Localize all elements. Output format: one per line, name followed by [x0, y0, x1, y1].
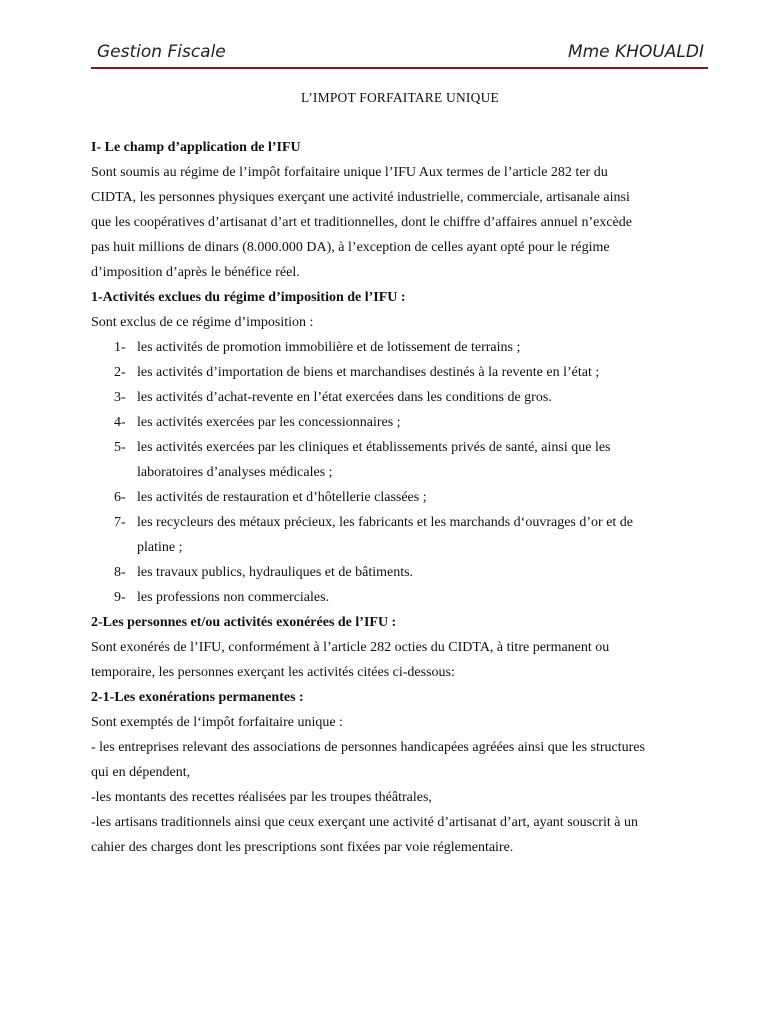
list-item-text: les recycleurs des métaux précieux, les fabricants et les marchands d‘ouvrages d’or et de: [137, 515, 634, 530]
paragraph-line: temporaire, les personnes exerçant les activités citées ci-dessous:: [91, 665, 455, 680]
list-item-continuation: laboratoires d’analyses médicales ;: [137, 465, 333, 480]
paragraph-line: Sont soumis au régime de l’impôt forfaitaire unique l’IFU Aux termes de l’article 282 ter du: [91, 165, 608, 180]
document-title: L’IMPOT FORFAITARE UNIQUE: [301, 90, 499, 105]
section-2-heading: 2-Les personnes et/ou activités exonérées de l’IFU :: [91, 615, 397, 630]
section-2-1-heading: 2-1-Les exonérations permanentes :: [91, 690, 304, 705]
list-item: [91, 335, 711, 360]
list-item: [91, 410, 711, 435]
paragraph-line: -les artisans traditionnels ainsi que ceux exerçant une activité d’artisanat d’art, ayant souscrit à un: [91, 815, 638, 830]
list-item-number: 7-: [114, 515, 126, 530]
section-1-1-intro: Sont exclus de ce régime d’imposition :: [91, 315, 314, 330]
excluded-activities-list: [91, 335, 711, 610]
header-author: Mme KHOUALDI: [567, 42, 704, 62]
permanent-exemptions-list: [91, 735, 711, 860]
list-item-text: les activités exercées par les concessionnaires ;: [137, 415, 401, 430]
list-item-text: les activités d’importation de biens et marchandises destinés à la revente en l’état ;: [137, 365, 600, 380]
list-item-number: 5-: [114, 440, 126, 455]
list-item-number: 3-: [114, 390, 126, 405]
list-item-number: 6-: [114, 490, 126, 505]
paragraph-line: cahier des charges dont les prescriptions sont fixées par voie réglementaire.: [91, 840, 514, 855]
list-item-text: les travaux publics, hydrauliques et de bâtiments.: [137, 565, 414, 580]
section-1-heading: I- Le champ d’application de l’IFU: [91, 140, 301, 155]
section-1-1-heading: 1-Activités exclues du régime d’imposition de l’IFU :: [91, 290, 406, 305]
paragraph-line: CIDTA, les personnes physiques exerçant une activité industrielle, commerciale, artisanale ainsi: [91, 190, 630, 205]
list-item: [91, 510, 711, 535]
page-header: [91, 42, 708, 68]
document-body: [91, 135, 711, 860]
paragraph-line: Sont exonérés de l’IFU, conformément à l’article 282 octies du CIDTA, à titre permanent ou: [91, 640, 610, 655]
list-item-number: 4-: [114, 415, 126, 430]
list-item: [91, 360, 711, 385]
paragraph-line: pas huit millions de dinars (8.000.000 DA), à l’exception de celles ayant opté pour le régime: [91, 240, 610, 255]
paragraph-line: d’imposition d’après le bénéfice réel.: [91, 265, 300, 280]
list-item: [91, 560, 711, 585]
list-item-text: les activités exercées par les cliniques et établissements privés de santé, ainsi que les: [137, 440, 611, 455]
paragraph-line: qui en dépendent,: [91, 765, 191, 780]
list-item-number: 8-: [114, 565, 126, 580]
list-item-number: 9-: [114, 590, 126, 605]
list-item-continuation: platine ;: [137, 540, 183, 555]
header-course-title: Gestion Fiscale: [97, 42, 226, 62]
list-item: [91, 385, 711, 410]
list-item-text: les professions non commerciales.: [137, 590, 330, 605]
list-item-number: 2-: [114, 365, 126, 380]
section-2-paragraph: [91, 635, 711, 685]
list-item: [91, 485, 711, 510]
header-divider: [91, 67, 708, 69]
list-item-number: 1-: [114, 340, 126, 355]
section-2-1-intro: Sont exemptés de l‘impôt forfaitaire unique :: [91, 715, 343, 730]
paragraph-line: -les montants des recettes réalisées par les troupes théâtrales,: [91, 790, 432, 805]
list-item-text: les activités de promotion immobilière et de lotissement de terrains ;: [137, 340, 521, 355]
list-item-text: les activités de restauration et d’hôtellerie classées ;: [137, 490, 427, 505]
paragraph-line: - les entreprises relevant des associations de personnes handicapées agréées ainsi que les structures: [91, 740, 645, 755]
section-1-paragraph: [91, 160, 711, 285]
paragraph-line: que les coopératives d’artisanat d’art et traditionnelles, dont le chiffre d’affaires annuel n’excède: [91, 215, 632, 230]
list-item: [91, 585, 711, 610]
list-item: [91, 435, 711, 460]
list-item-text: les activités d’achat-revente en l’état exercées dans les conditions de gros.: [137, 390, 552, 405]
